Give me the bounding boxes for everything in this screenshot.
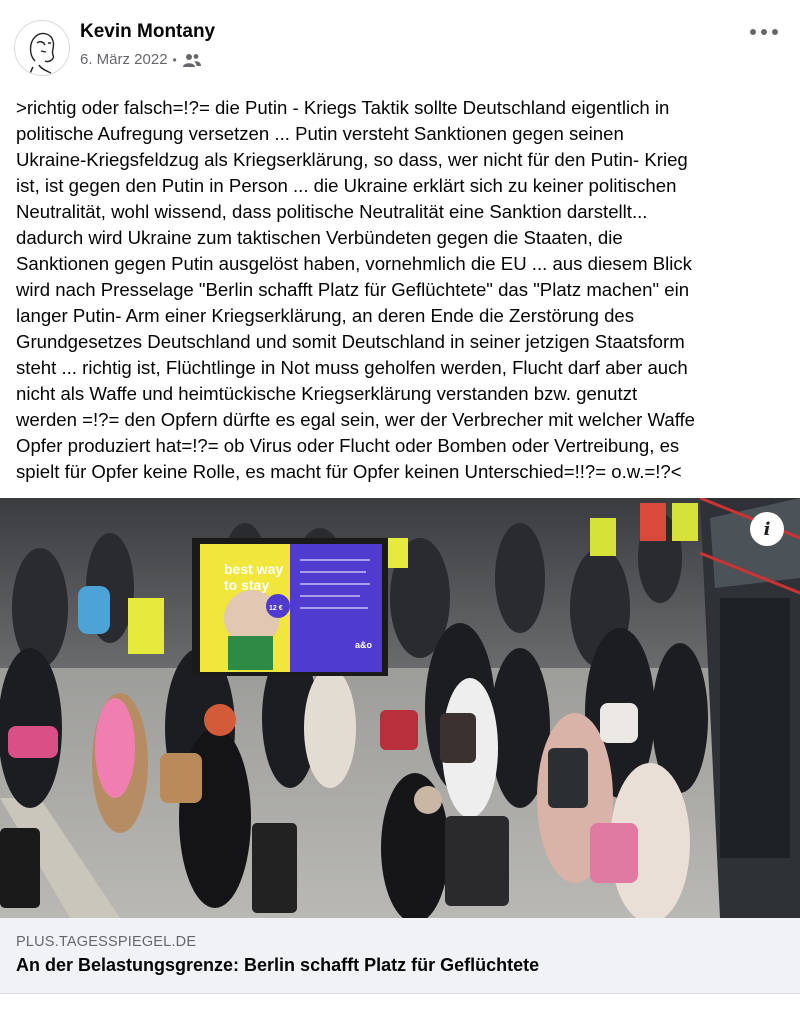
post-text-line: dadurch wird Ukraine zum taktischen Verbündeten gegen die Staaten, die bbox=[16, 227, 623, 248]
post-text-line: politische Aufregung versetzen ... Putin versteht Sanktionen gegen seinen bbox=[16, 123, 624, 144]
post-text-line: spielt für Opfer keine Rolle, es macht für Opfer keinen Unterschied=!!?= o.w.=!?< bbox=[16, 461, 682, 482]
post-text-line: Grundgesetzes Deutschland und somit Deutschland in seiner jetzigen Staatsform bbox=[16, 331, 685, 352]
post-text-line: nicht als Waffe und heimtückische Kriegserklärung verstanden bzw. genutzt bbox=[16, 383, 638, 404]
post-text bbox=[16, 95, 786, 485]
post-text-line: werden =!?= den Opfern dürfte es egal sein, wer der Verbrecher mit welcher Waffe bbox=[16, 409, 696, 430]
link-domain: PLUS.TAGESSPIEGEL.DE bbox=[16, 934, 197, 950]
link-title[interactable]: An der Belastungsgrenze: Berlin schafft Platz für Geflüchtete bbox=[16, 955, 540, 975]
post-text-line: >richtig oder falsch=!?= die Putin - Kriegs Taktik sollte Deutschland eigentlich in bbox=[16, 97, 670, 118]
post-header bbox=[0, 0, 800, 90]
ad-headline-1: best way bbox=[224, 561, 284, 577]
ad-headline-2: to stay bbox=[224, 577, 270, 593]
post-text-line: steht ... richtig ist, Flüchtlinge in Not muss geholfen werden, Flucht darf aber auch bbox=[16, 357, 688, 378]
friends-icon[interactable] bbox=[182, 52, 202, 68]
ad-price: 12 € bbox=[269, 605, 283, 612]
ad-brand: a&o bbox=[355, 640, 373, 650]
post-text-line: Opfer produziert hat=!?= ob Virus oder Flucht oder Bomben oder Vertreibung, es bbox=[16, 435, 680, 456]
more-options-icon[interactable] bbox=[750, 22, 778, 42]
dot bbox=[772, 29, 778, 35]
dot bbox=[761, 29, 767, 35]
meta-separator: • bbox=[172, 52, 177, 67]
post-text-line: Neutralität, wohl wissend, dass politische Neutralität eine Sanktion darstellt... bbox=[16, 201, 648, 222]
post-text-line: wird nach Presselage "Berlin schafft Platz für Geflüchtete" das "Platz machen" ein bbox=[16, 279, 690, 300]
author-name[interactable]: Kevin Montany bbox=[80, 21, 216, 42]
post-text-line: Ukraine-Kriegsfeldzug als Kriegserklärung, so dass, wer nicht für den Putin- Krieg bbox=[16, 149, 688, 170]
post-date[interactable]: 6. März 2022 bbox=[80, 51, 168, 68]
post-text-line: ist, ist gegen den Putin in Person ... die Ukraine erklärt sich zu keiner politischen bbox=[16, 175, 677, 196]
author-avatar[interactable] bbox=[14, 20, 70, 76]
post-photo[interactable] bbox=[0, 498, 800, 918]
dot bbox=[750, 29, 756, 35]
info-icon[interactable]: i bbox=[750, 512, 784, 546]
link-preview-card[interactable] bbox=[0, 918, 800, 994]
sketch-portrait-icon bbox=[15, 21, 70, 76]
post-text-line: langer Putin- Arm einer Kriegserklärung, an deren Ende die Zerstörung des bbox=[16, 305, 635, 326]
post-text-line: Sanktionen gegen Putin ausgelöst haben, vornehmlich die EU ... aus diesem Blick bbox=[16, 253, 692, 274]
post-meta bbox=[80, 51, 202, 68]
crowd-station-photo bbox=[0, 498, 800, 918]
